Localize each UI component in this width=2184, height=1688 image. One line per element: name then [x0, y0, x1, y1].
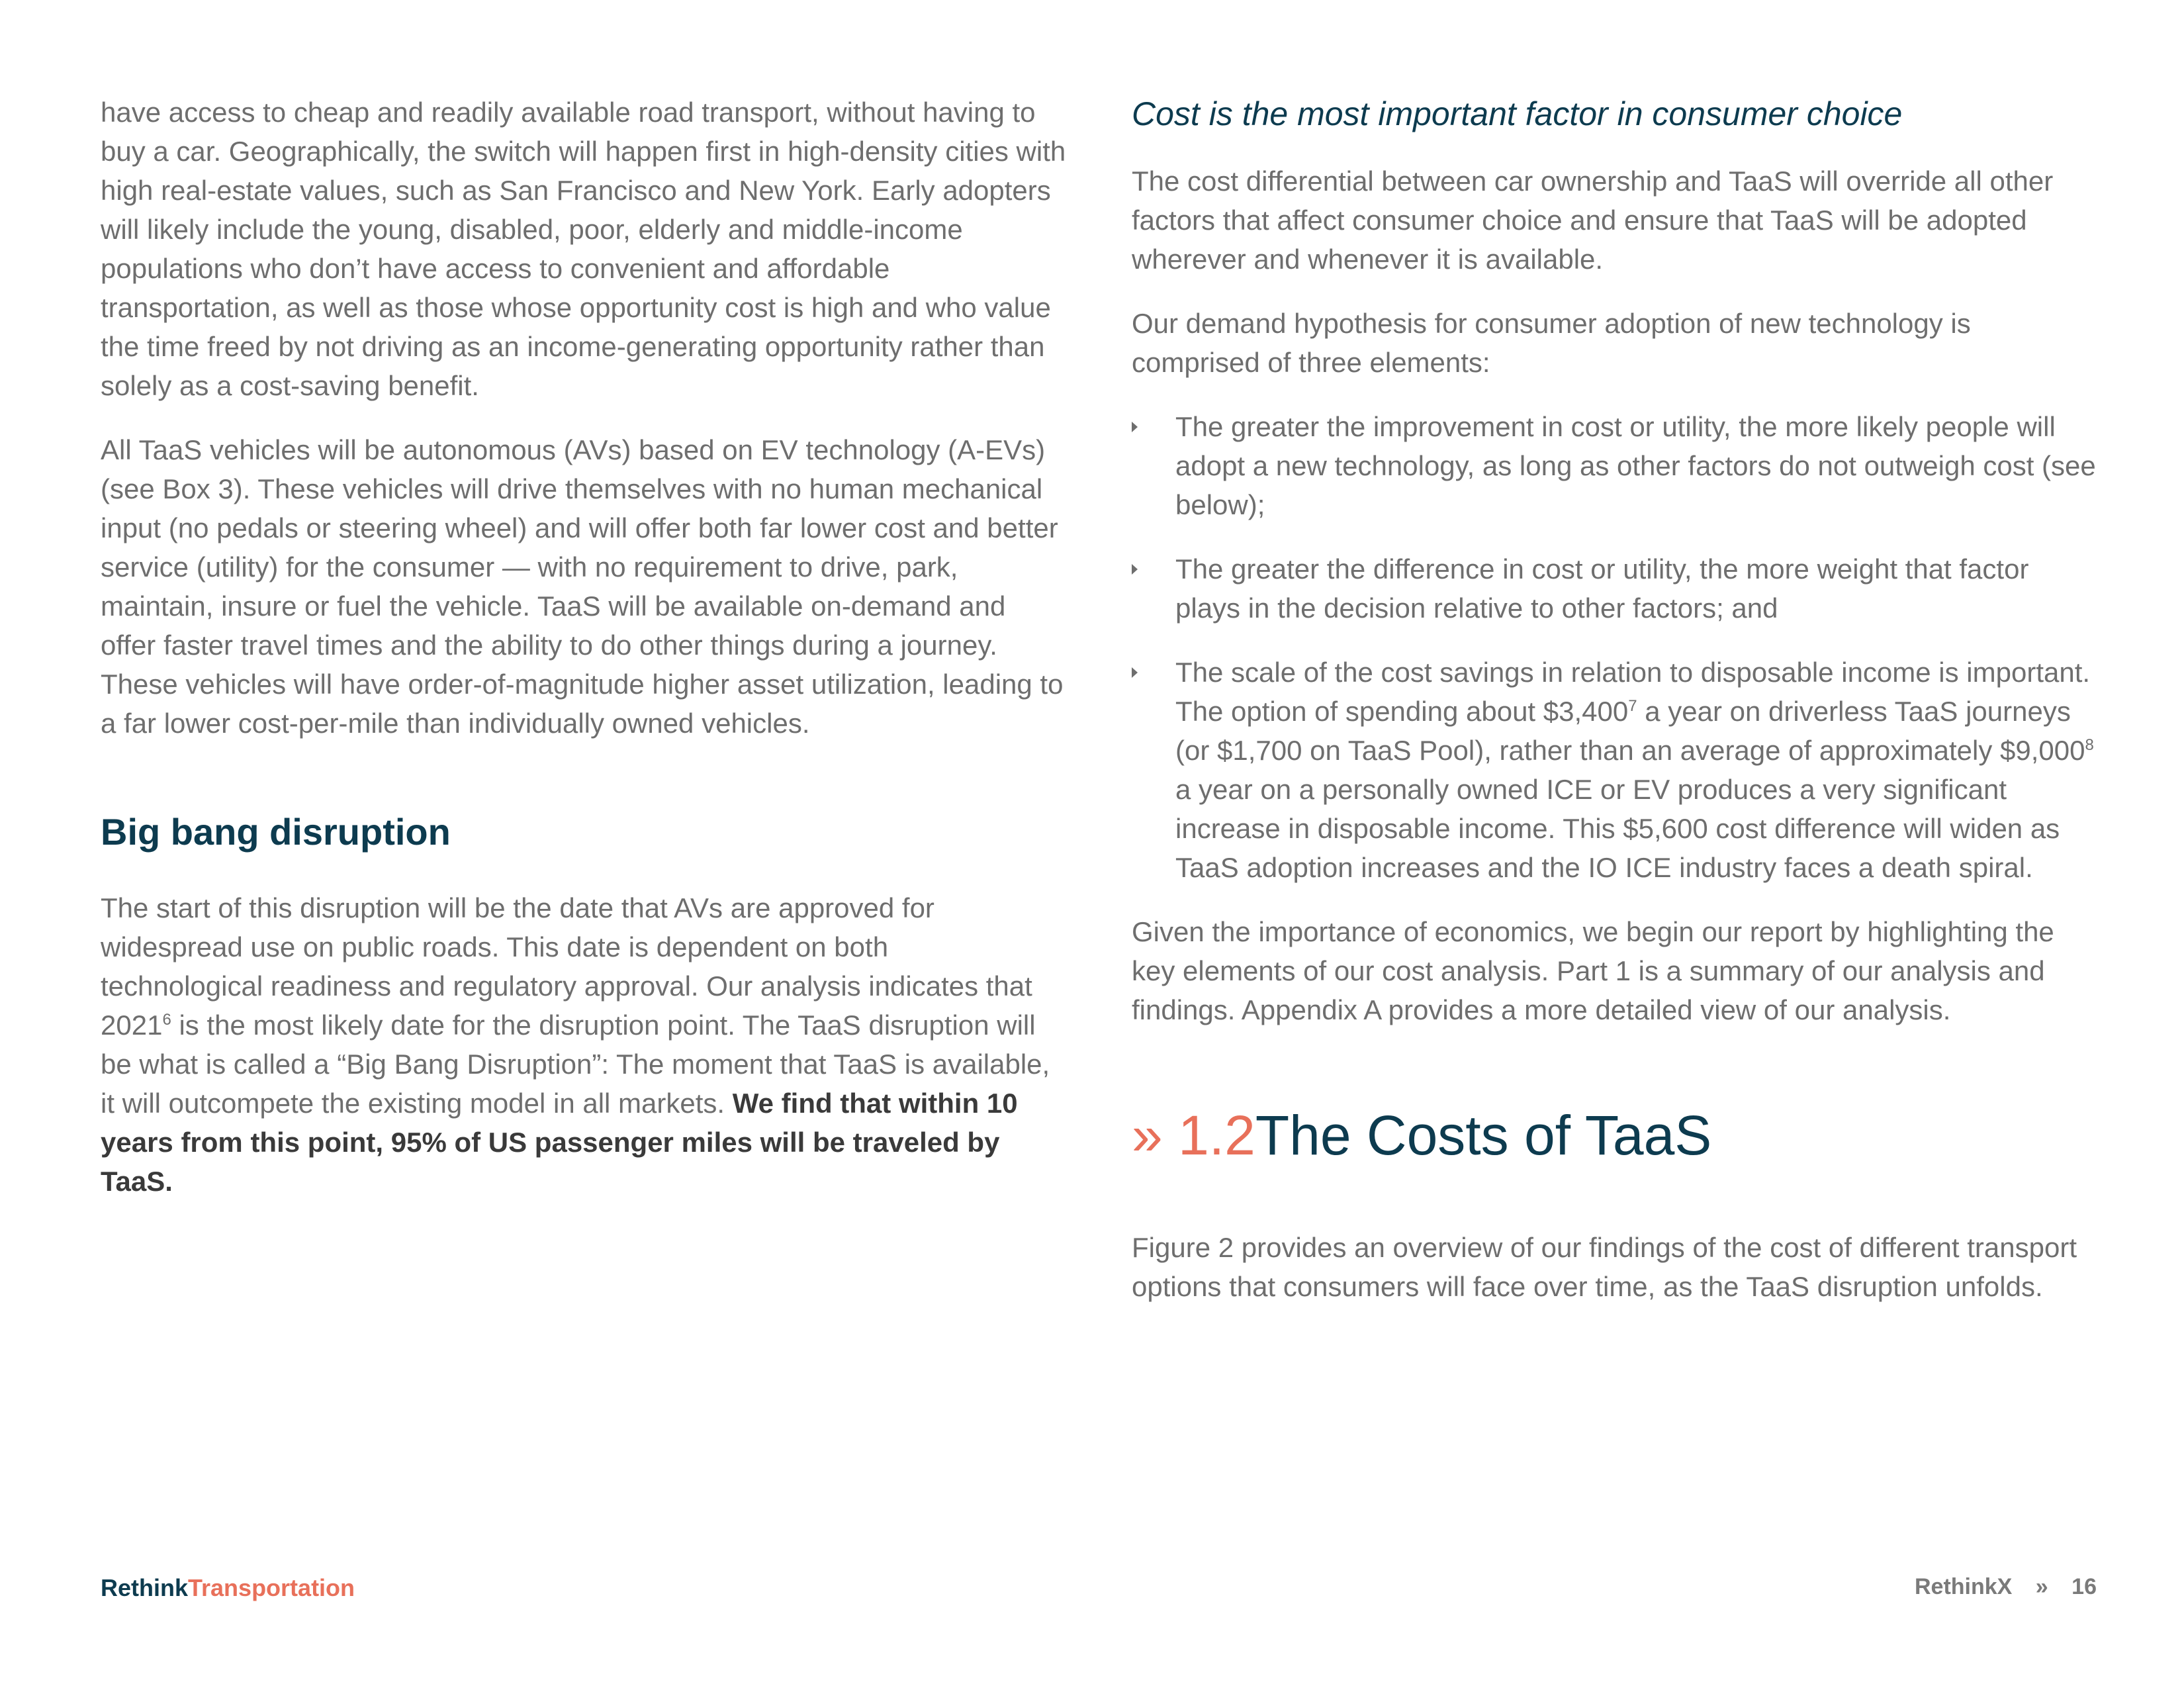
right-paragraph-4: Figure 2 provides an overview of our findings of the cost of different transport options that consumers will face over time, as the TaaS disruption unfolds.	[1132, 1232, 2077, 1302]
bullet-arrow-icon	[1132, 422, 1138, 432]
left-paragraph-2: All TaaS vehicles will be autonomous (AVs) based on EV technology (A-EVs) (see Box 3). These vehicles will drive themselves with no human mechanical input (no pedals or steering wheel) and will offer both far lower cost and better service (utility) for the consumer — with no requirement to drive, park, maintain, insure or fuel the vehicle. TaaS will be available on-demand and offer faster travel times and the ability to do other things during a journey. These vehicles will have order-of-magnitude higher asset utilization, leading to a far lower cost-per-mile than individually owned vehicles.	[101, 434, 1064, 739]
bullet-arrow-icon	[1132, 667, 1138, 678]
list-item	[1132, 653, 2098, 887]
right-column	[1132, 93, 2098, 1331]
left-paragraph-1: have access to cheap and readily available road transport, without having to buy a car. Geographically, the switch will happen first in high-density cities with high real-estate values, such as San Francisco and New York. Early adopters will likely include the young, disabled, poor, elderly and middle-income populations who don’t have access to convenient and affordable transportation, as well as those whose opportunity cost is high and who value the time freed by not driving as an income-generating opportunity rather than solely as a cost-saving benefit.	[101, 97, 1066, 401]
right-paragraph-3: Given the importance of economics, we begin our report by highlighting the key elements of our cost analysis. Part 1 is a summary of our analysis and findings. Appendix A provides a more detailed view of our analysis.	[1132, 916, 2054, 1025]
left-paragraph-3	[101, 888, 1054, 1201]
section-chevron-icon: »	[1132, 1104, 1163, 1166]
subheading-cost-factor: Cost is the most important factor in consumer choice	[1132, 95, 1903, 132]
section-title: The Costs of TaaS	[1255, 1104, 1712, 1166]
footer-page-info	[1897, 1574, 2097, 1600]
bullet-2-text: The greater the difference in cost or utility, the more weight that factor plays in the decision relative to other factors; and	[1175, 553, 2029, 624]
section-heading-costs	[1132, 1102, 2098, 1168]
para3-text-a: The start of this disruption will be the date that AVs are approved for widespread use on public roads. This date is dependent on both technological readiness and regulatory approval. Our analysis indicates that 2021	[101, 892, 1032, 1041]
list-item	[1132, 407, 2098, 524]
para3-bold-finding: We find that within 10 years from this point, 95% of US passenger miles will be traveled by TaaS.	[101, 1088, 1018, 1197]
footer-publisher: RethinkX	[1914, 1574, 2013, 1599]
bullet-3-text-a: The scale of the cost savings in relation to disposable income is important. The option of spending about $3,400	[1175, 657, 2091, 727]
bullet-3-text-b: a year on driverless TaaS journeys (or $1,700 on TaaS Pool), rather than an average of approximately $9,000	[1175, 696, 2085, 766]
footer-separator-icon: »	[2035, 1574, 2048, 1599]
bullet-3-text-c: a year on a personally owned ICE or EV produces a very significant increase in disposable income. This $5,600 cost difference will widen as TaaS adoption increases and the IO ICE industry faces a death spiral.	[1175, 774, 2060, 883]
footnote-ref-8: 8	[2085, 736, 2094, 754]
section-number: 1.2	[1178, 1104, 1255, 1166]
para3-text-b: is the most likely date for the disruption point. The TaaS disruption will be what is called a “Big Bang Disruption”: The moment that TaaS is available, it will outcompete the existing model in all markets.	[101, 1009, 1050, 1119]
page-number: 16	[2071, 1574, 2097, 1599]
left-column	[101, 93, 1067, 1226]
bullet-arrow-icon	[1132, 564, 1138, 575]
hypothesis-list	[1132, 407, 2098, 887]
footer-brand-rethink: Rethink	[101, 1574, 189, 1601]
list-item	[1132, 549, 2098, 628]
footnote-ref-7: 7	[1628, 697, 1637, 715]
right-paragraph-2: Our demand hypothesis for consumer adoption of new technology is comprised of three elements:	[1132, 308, 1971, 378]
bullet-1-text: The greater the improvement in cost or utility, the more likely people will adopt a new technology, as long as other factors do not outweigh cost (see below);	[1175, 411, 2096, 520]
footer-brand	[101, 1574, 355, 1602]
section-heading-big-bang: Big bang disruption	[101, 811, 451, 853]
footnote-ref-6: 6	[162, 1011, 171, 1029]
right-paragraph-1: The cost differential between car ownership and TaaS will override all other factors that affect consumer choice and ensure that TaaS will be adopted wherever and whenever it is available.	[1132, 165, 2054, 275]
footer-brand-transportation: Transportation	[188, 1574, 355, 1601]
